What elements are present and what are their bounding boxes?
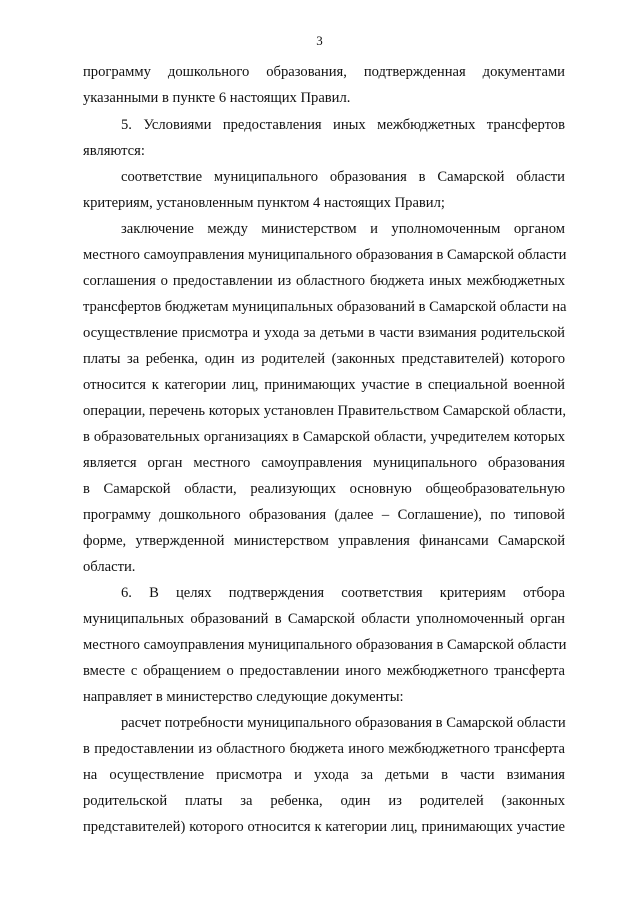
text-line: соглашения о предоставлении из областного бюджета иных межбюджетных bbox=[83, 273, 565, 289]
text-line: муниципальных образований в Самарской области уполномоченный орган bbox=[83, 611, 565, 627]
text-line: в предоставлении из областного бюджета иного межбюджетного трансферта bbox=[83, 741, 565, 757]
text-line: форме, утвержденной министерством управления финансами Самарской bbox=[83, 533, 565, 549]
text-line: операции, перечень которых установлен Правительством Самарской области, bbox=[83, 403, 567, 419]
page-number: 3 bbox=[316, 33, 323, 48]
text-line: являются: bbox=[83, 143, 145, 159]
text-line: платы за ребенка, один из родителей (законных представителей) которого bbox=[83, 351, 565, 367]
text-line: местного самоуправления муниципального образования в Самарской области bbox=[83, 247, 567, 263]
text-line: заключение между министерством и уполномоченным органом bbox=[121, 221, 565, 237]
text-line: критериям, установленным пунктом 4 настоящих Правил; bbox=[83, 195, 445, 211]
text-line: соответствие муниципального образования в Самарской области bbox=[121, 169, 565, 185]
text-line: на осуществление присмотра и ухода за детьми в части взимания bbox=[83, 767, 565, 783]
text-line: в Самарской области, реализующих основную общеобразовательную bbox=[83, 481, 565, 497]
text-line: области. bbox=[83, 559, 136, 575]
text-line: 6. В целях подтверждения соответствия критериям отбора bbox=[121, 585, 565, 601]
text-line: трансфертов бюджетам муниципальных образований в Самарской области на bbox=[83, 299, 567, 315]
text-line: расчет потребности муниципального образования в Самарской области bbox=[121, 715, 566, 731]
text-line: 5. Условиями предоставления иных межбюджетных трансфертов bbox=[121, 117, 565, 133]
text-line: относится к категории лиц, принимающих участие в специальной военной bbox=[83, 377, 565, 393]
text-line: направляет в министерство следующие документы: bbox=[83, 689, 404, 705]
text-line: осуществление присмотра и ухода за детьми в части взимания родительской bbox=[83, 325, 565, 341]
text-line: указанными в пункте 6 настоящих Правил. bbox=[83, 90, 351, 106]
text-line: программу дошкольного образования, подтвержденная документами bbox=[83, 64, 565, 80]
text-line: в образовательных организациях в Самарской области, учредителем которых bbox=[83, 429, 565, 445]
text-line: вместе с обращением о предоставлении иного межбюджетного трансферта bbox=[83, 663, 565, 679]
text-line: является орган местного самоуправления муниципального образования bbox=[83, 455, 565, 471]
text-line: программу дошкольного образования (далее – Соглашение), по типовой bbox=[83, 507, 565, 523]
text-line: местного самоуправления муниципального образования в Самарской области bbox=[83, 637, 567, 653]
text-line: представителей) которого относится к категории лиц, принимающих участие bbox=[83, 819, 565, 835]
text-line: родительской платы за ребенка, один из родителей (законных bbox=[83, 793, 565, 809]
